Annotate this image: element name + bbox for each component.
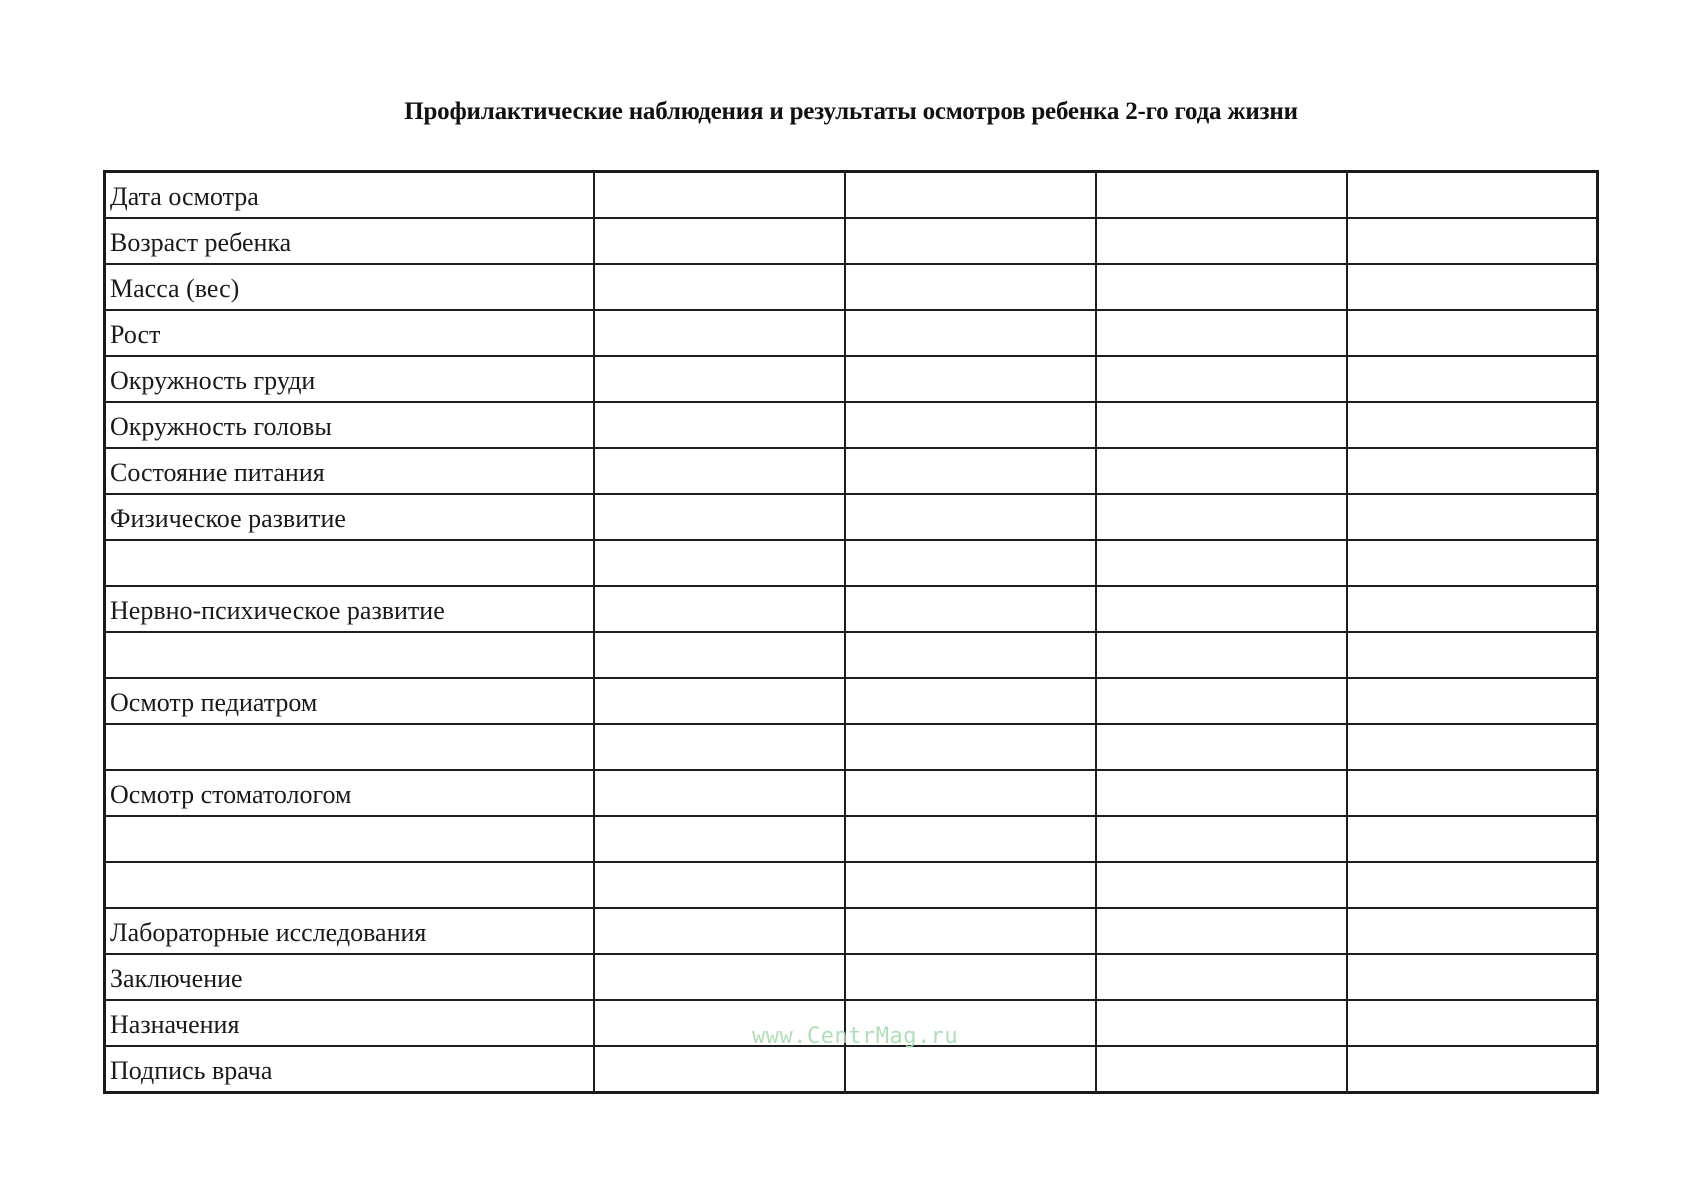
exam-entry-cell[interactable]: [1096, 908, 1347, 954]
exam-entry-cell[interactable]: [845, 172, 1096, 219]
row-label: [105, 632, 594, 678]
exam-entry-cell[interactable]: [1347, 540, 1598, 586]
exam-entry-cell[interactable]: [594, 770, 845, 816]
exam-entry-cell[interactable]: [1347, 402, 1598, 448]
table-row: [105, 586, 1598, 632]
table-row: [105, 310, 1598, 356]
exam-entry-cell[interactable]: [1096, 402, 1347, 448]
row-label: Окружность груди: [105, 356, 594, 402]
exam-entry-cell[interactable]: [594, 724, 845, 770]
table-row: [105, 356, 1598, 402]
row-label: Нервно-психическое развитие: [105, 586, 594, 632]
table-row: [105, 908, 1598, 954]
exam-entry-cell[interactable]: [1096, 954, 1347, 1000]
row-label: [105, 724, 594, 770]
exam-entry-cell[interactable]: [1096, 264, 1347, 310]
table-row: [105, 494, 1598, 540]
exam-entry-cell[interactable]: [1347, 908, 1598, 954]
exam-entry-cell[interactable]: [594, 310, 845, 356]
exam-entry-cell[interactable]: [1096, 724, 1347, 770]
exam-entry-cell[interactable]: [1347, 218, 1598, 264]
row-label: Рост: [105, 310, 594, 356]
row-label: Дата осмотра: [105, 172, 594, 219]
row-label: [105, 540, 594, 586]
exam-entry-cell[interactable]: [1096, 494, 1347, 540]
exam-entry-cell[interactable]: [1096, 1000, 1347, 1046]
exam-entry-cell[interactable]: [845, 264, 1096, 310]
exam-entry-cell[interactable]: [1347, 954, 1598, 1000]
exam-results-table: [103, 170, 1599, 1094]
table-row: [105, 816, 1598, 862]
exam-entry-cell[interactable]: [1347, 724, 1598, 770]
exam-entry-cell[interactable]: [594, 1000, 845, 1046]
exam-entry-cell[interactable]: [1096, 678, 1347, 724]
exam-table-body: [105, 172, 1598, 1093]
exam-entry-cell[interactable]: [1347, 586, 1598, 632]
table-row: [105, 448, 1598, 494]
exam-entry-cell[interactable]: [845, 954, 1096, 1000]
row-label: Осмотр стоматологом: [105, 770, 594, 816]
exam-entry-cell[interactable]: [594, 540, 845, 586]
exam-entry-cell[interactable]: [845, 816, 1096, 862]
table-row: [105, 954, 1598, 1000]
exam-entry-cell[interactable]: [1096, 356, 1347, 402]
exam-entry-cell[interactable]: [594, 678, 845, 724]
exam-entry-cell[interactable]: [1096, 1046, 1347, 1093]
exam-entry-cell[interactable]: [594, 172, 845, 219]
row-label: Физическое развитие: [105, 494, 594, 540]
table-row: [105, 1000, 1598, 1046]
exam-entry-cell[interactable]: [594, 954, 845, 1000]
table-row: [105, 402, 1598, 448]
row-label: Лабораторные исследования: [105, 908, 594, 954]
exam-entry-cell[interactable]: [1347, 816, 1598, 862]
row-label: Окружность головы: [105, 402, 594, 448]
exam-entry-cell[interactable]: [1347, 310, 1598, 356]
exam-entry-cell[interactable]: [594, 908, 845, 954]
exam-entry-cell[interactable]: [1096, 172, 1347, 219]
table-row: [105, 540, 1598, 586]
exam-entry-cell[interactable]: [845, 770, 1096, 816]
exam-entry-cell[interactable]: [845, 586, 1096, 632]
exam-entry-cell[interactable]: [1347, 1000, 1598, 1046]
table-row: [105, 218, 1598, 264]
table-row: [105, 632, 1598, 678]
row-label: Назначения: [105, 1000, 594, 1046]
exam-entry-cell[interactable]: [594, 862, 845, 908]
exam-entry-cell[interactable]: [1347, 862, 1598, 908]
table-row: [105, 264, 1598, 310]
exam-entry-cell[interactable]: [594, 816, 845, 862]
exam-entry-cell[interactable]: [845, 310, 1096, 356]
row-label: Заключение: [105, 954, 594, 1000]
exam-entry-cell[interactable]: [1347, 494, 1598, 540]
exam-entry-cell[interactable]: [845, 540, 1096, 586]
exam-entry-cell[interactable]: [594, 448, 845, 494]
exam-entry-cell[interactable]: [1096, 310, 1347, 356]
exam-entry-cell[interactable]: [594, 1046, 845, 1093]
exam-entry-cell[interactable]: [1096, 816, 1347, 862]
exam-entry-cell[interactable]: [1347, 172, 1598, 219]
table-row: [105, 678, 1598, 724]
exam-entry-cell[interactable]: [594, 494, 845, 540]
exam-entry-cell[interactable]: [845, 448, 1096, 494]
exam-entry-cell[interactable]: [1347, 678, 1598, 724]
exam-entry-cell[interactable]: [594, 402, 845, 448]
exam-entry-cell[interactable]: [594, 632, 845, 678]
row-label: Масса (вес): [105, 264, 594, 310]
row-label: [105, 816, 594, 862]
exam-entry-cell[interactable]: [845, 356, 1096, 402]
exam-entry-cell[interactable]: [845, 862, 1096, 908]
exam-entry-cell[interactable]: [845, 678, 1096, 724]
row-label: Осмотр педиатром: [105, 678, 594, 724]
exam-entry-cell[interactable]: [1096, 770, 1347, 816]
exam-entry-cell[interactable]: [845, 1000, 1096, 1046]
page-title: Профилактические наблюдения и результаты осмотров ребенка 2-го года жизни: [404, 98, 1298, 125]
exam-entry-cell[interactable]: [1096, 862, 1347, 908]
exam-entry-cell[interactable]: [845, 724, 1096, 770]
row-label: [105, 862, 594, 908]
exam-entry-cell[interactable]: [845, 908, 1096, 954]
exam-entry-cell[interactable]: [845, 218, 1096, 264]
row-label: Подпись врача: [105, 1046, 594, 1093]
exam-entry-cell[interactable]: [1347, 1046, 1598, 1093]
table-row: [105, 724, 1598, 770]
table-row: [105, 862, 1598, 908]
table-row: [105, 1046, 1598, 1093]
exam-entry-cell[interactable]: [1096, 218, 1347, 264]
exam-entry-cell[interactable]: [845, 402, 1096, 448]
exam-entry-cell[interactable]: [1096, 632, 1347, 678]
exam-entry-cell[interactable]: [594, 586, 845, 632]
exam-entry-cell[interactable]: [1347, 632, 1598, 678]
exam-entry-cell[interactable]: [594, 218, 845, 264]
exam-entry-cell[interactable]: [1347, 356, 1598, 402]
exam-entry-cell[interactable]: [845, 494, 1096, 540]
watermark: www.CentrMag.ru: [752, 1024, 959, 1049]
exam-entry-cell[interactable]: [1096, 448, 1347, 494]
exam-entry-cell[interactable]: [1096, 540, 1347, 586]
row-label: Возраст ребенка: [105, 218, 594, 264]
table-row: [105, 172, 1598, 219]
exam-entry-cell[interactable]: [1347, 770, 1598, 816]
exam-entry-cell[interactable]: [1096, 586, 1347, 632]
exam-entry-cell[interactable]: [594, 264, 845, 310]
exam-entry-cell[interactable]: [594, 356, 845, 402]
exam-entry-cell[interactable]: [1347, 264, 1598, 310]
exam-entry-cell[interactable]: [1347, 448, 1598, 494]
table-row: [105, 770, 1598, 816]
exam-entry-cell[interactable]: [845, 632, 1096, 678]
exam-entry-cell[interactable]: [845, 1046, 1096, 1093]
row-label: Состояние питания: [105, 448, 594, 494]
